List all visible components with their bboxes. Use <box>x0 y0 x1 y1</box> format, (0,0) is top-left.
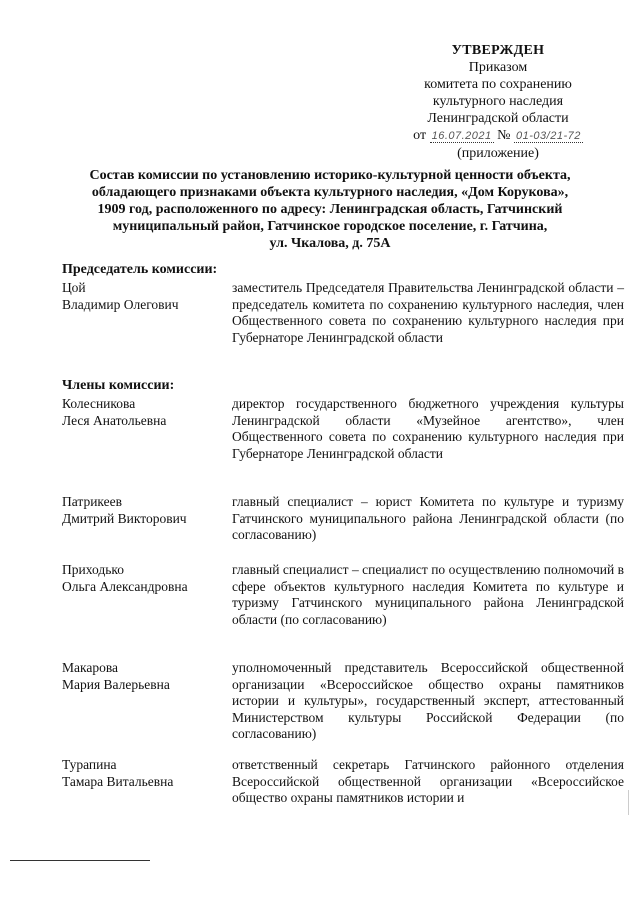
heading-line: обладающего признаками объекта культурного наследия, «Дом Корукова», <box>91 185 569 200</box>
member-entry <box>62 660 624 742</box>
member-description: заместитель Председателя Правительства Ленинградской области – председатель комитета по сохранению культурного наследия, член Общественного совета по сохранению культурного наследия при Губернаторе Ленинградской области <box>232 280 624 345</box>
member-surname: Макарова <box>62 660 119 675</box>
member-description: главный специалист – юрист Комитета по культуре и туризму Гатчинского муниципального района Ленинградской области (по согласованию) <box>232 494 624 542</box>
member-given-name: Тамара Витальевна <box>62 773 174 789</box>
member-description: директор государственного бюджетного учреждения культуры Ленинградской области «Музейное агентство», член Общественного совета по сохранению культурного наследия при Губернаторе Ленинградской области <box>232 396 624 461</box>
order-date: 16.07.2021 <box>431 130 492 142</box>
order-line <box>413 127 583 145</box>
member-given-name: Леся Анатольевна <box>62 412 167 428</box>
order-number: 01-03/21-72 <box>516 130 581 142</box>
member-description: главный специалист – специалист по осуществлению полномочий в сфере объектов культурного наследия Комитета по культуре и туризму Гатчинского муниципального района Ленинградской области (по согласованию) <box>232 562 624 627</box>
heading-line: муниципальный район, Гатчинское городское поселение, г. Гатчина, <box>112 219 548 234</box>
approval-line: Приказом <box>468 60 528 75</box>
member-name <box>62 562 227 595</box>
member-surname: Цой <box>62 280 86 295</box>
heading-line: 1909 год, расположенного по адресу: Ленинградская область, Гатчинский <box>97 202 563 217</box>
member-given-name: Мария Валерьевна <box>62 676 170 692</box>
approval-line: культурного наследия <box>432 94 564 109</box>
member-name <box>62 280 227 313</box>
approval-title: УТВЕРЖДЕН <box>451 43 545 58</box>
members-section-label: Члены комиссии: <box>62 378 175 393</box>
member-surname: Колесникова <box>62 396 136 411</box>
member-given-name: Дмитрий Викторович <box>62 510 187 526</box>
member-name <box>62 396 227 429</box>
member-given-name: Ольга Александровна <box>62 578 188 594</box>
member-name <box>62 660 227 693</box>
member-entry <box>62 396 624 466</box>
order-prefix: от <box>413 128 427 143</box>
appendix-label: (приложение) <box>457 146 539 161</box>
scan-mark <box>628 790 629 815</box>
approval-line: комитета по сохранению <box>424 77 572 92</box>
member-description: уполномоченный представитель Всероссийской общественной организации «Всероссийское общество охраны памятников истории и культуры», государственный эксперт, аттестованный Министерством культуры Российской Федерации (по согласованию) <box>232 660 624 741</box>
member-entry <box>62 562 624 644</box>
member-surname: Патрикеев <box>62 494 123 509</box>
order-number-label: № <box>497 128 511 143</box>
approval-line: Ленинградской области <box>427 111 569 126</box>
member-name <box>62 494 227 527</box>
member-entry <box>62 494 624 546</box>
heading-line: Состав комиссии по установлению историко-культурной ценности объекта, <box>89 168 571 183</box>
chairman-section-label: Председатель комиссии: <box>62 262 218 277</box>
member-given-name: Владимир Олегович <box>62 296 179 312</box>
document-heading <box>40 167 620 252</box>
chairman-entry <box>62 280 624 362</box>
member-name <box>62 757 227 790</box>
member-entry <box>62 757 624 809</box>
member-description: ответственный секретарь Гатчинского районного отделения Всероссийской общественной организации «Всероссийское общество охраны памятников истории и <box>232 757 624 805</box>
member-surname: Приходько <box>62 562 124 577</box>
approval-block <box>368 42 628 162</box>
member-surname: Турапина <box>62 757 117 772</box>
heading-line: ул. Чкалова, д. 75А <box>269 236 391 251</box>
footer-rule <box>10 860 150 861</box>
